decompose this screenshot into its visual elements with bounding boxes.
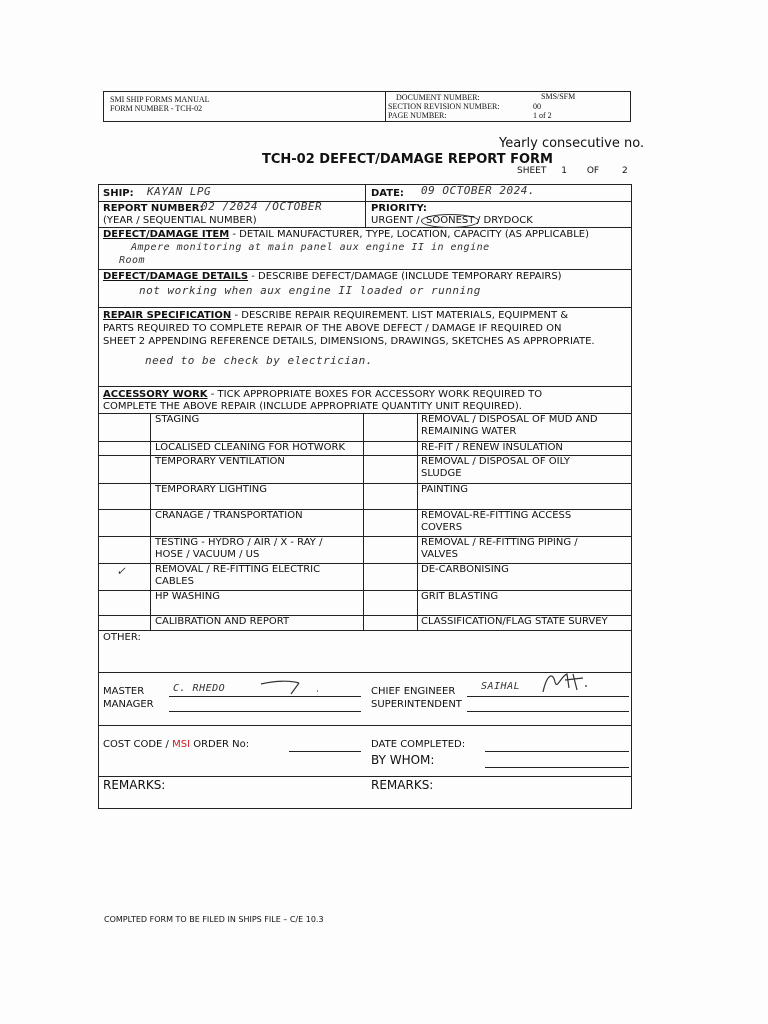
cost-code-line	[289, 751, 361, 752]
repair-spec-heading: REPAIR SPECIFICATION - DESCRIBE REPAIR REQUIREMENT. LIST MATERIALS, EQUIPMENT &	[103, 310, 569, 321]
accessory-item-label: HP WASHING	[155, 591, 220, 602]
accessory-item-label: TEMPORARY LIGHTING	[155, 484, 268, 495]
priority-soonest: SOONEST	[421, 214, 479, 228]
accessory-item-label: TESTING - HYDRO / AIR / X - RAY /	[155, 537, 323, 548]
header-divider	[385, 92, 386, 121]
master-label: MASTER	[103, 686, 145, 697]
accessory-heading: ACCESSORY WORK - TICK APPROPRIATE BOXES FOR ACCESSORY WORK REQUIRED TO	[103, 389, 543, 400]
accessory-checkbox-right[interactable]	[369, 442, 413, 452]
chief-engineer-label: CHIEF ENGINEER	[371, 686, 456, 697]
accessory-checkbox-right[interactable]	[369, 456, 413, 466]
accessory-item-label: PAINTING	[421, 484, 468, 495]
yearly-consecutive-label: Yearly consecutive no.	[499, 136, 645, 151]
report-date: 09 OCTOBER 2024.	[421, 184, 535, 197]
sheet-number: 1	[561, 166, 567, 176]
doc-number: SMS/SFM	[541, 92, 576, 101]
defect-details-heading: DEFECT/DAMAGE DETAILS - DESCRIBE DEFECT/DAMAGE (INCLUDE TEMPORARY REPAIRS)	[103, 271, 562, 282]
accessory-item-label-cont: VALVES	[421, 549, 459, 560]
accessory-item-label: REMOVAL / RE-FITTING ELECTRIC	[155, 564, 321, 575]
defect-details-value: not working when aux engine II loaded or running	[139, 284, 481, 297]
sheet-total: 2	[621, 166, 628, 176]
form-number: FORM NUMBER - TCH-02	[110, 104, 203, 113]
sheet-indicator	[517, 166, 628, 176]
accessory-item-label: DE-CARBONISING	[421, 564, 509, 575]
accessory-item-label-cont: HOSE / VACUUM / US	[155, 549, 260, 560]
footer-note: COMPLTED FORM TO BE FILED IN SHIPS FILE – C/E 10.3	[104, 915, 324, 924]
accessory-item-label: STAGING	[155, 414, 200, 425]
manager-label: MANAGER	[103, 699, 154, 710]
accessory-checkbox[interactable]: ✓	[117, 564, 126, 579]
report-number-label: REPORT NUMBER:	[103, 203, 204, 214]
priority-urgent: URGENT /	[371, 215, 420, 226]
accessory-item-label: CALIBRATION AND REPORT	[155, 616, 290, 627]
remarks-right-label: REMARKS:	[371, 778, 434, 792]
accessory-item-label: REMOVAL / DISPOSAL OF OILY	[421, 456, 570, 467]
form-title: TCH-02 DEFECT/DAMAGE REPORT FORM	[262, 152, 553, 167]
accessory-item-label: CRANAGE / TRANSPORTATION	[155, 510, 303, 521]
accessory-item-label: REMOVAL / DISPOSAL OF MUD AND	[421, 414, 598, 425]
priority-label: PRIORITY:	[371, 203, 427, 214]
chief-engineer-signature	[539, 670, 609, 696]
defect-item-heading: DEFECT/DAMAGE ITEM - DETAIL MANUFACTURER, TYPE, LOCATION, CAPACITY (AS APPLICABLE)	[103, 229, 589, 240]
accessory-item-label-cont: CABLES	[155, 576, 194, 587]
superintendent-label: SUPERINTENDENT	[371, 699, 462, 710]
form-header-box	[103, 91, 631, 122]
by-whom-line	[485, 767, 629, 768]
accessory-checkbox-right[interactable]	[369, 564, 413, 574]
manual-title: SMI SHIP FORMS MANUAL	[110, 95, 210, 104]
superintendent-signature-line	[467, 711, 629, 712]
chief-engineer-signature-line	[467, 696, 629, 697]
accessory-checkbox-right[interactable]	[369, 484, 413, 494]
defect-item-value-line2: Room	[119, 255, 146, 266]
accessory-item-label-cont: COVERS	[421, 522, 463, 533]
repair-spec-line2: PARTS REQUIRED TO COMPLETE REPAIR OF THE ABOVE DEFECT / DAMAGE IF REQUIRED ON	[103, 323, 562, 334]
manager-signature-line	[169, 711, 361, 712]
master-signature-line	[169, 696, 361, 697]
by-whom-label: BY WHOM:	[371, 753, 435, 767]
remarks-left-label: REMARKS:	[103, 778, 166, 792]
accessory-checkbox-right[interactable]	[369, 510, 413, 520]
page-number: 1 of 2	[533, 111, 552, 120]
accessory-item-label: RE-FIT / RENEW INSULATION	[421, 442, 563, 453]
defect-item-value-line1: Ampere monitoring at main panel aux engine II in engine	[131, 242, 490, 253]
accessory-item-label: REMOVAL / RE-FITTING PIPING /	[421, 537, 578, 548]
date-completed-line	[485, 751, 629, 752]
page-number-label: PAGE NUMBER:	[388, 111, 447, 120]
repair-spec-value: need to be check by electrician.	[145, 354, 373, 367]
accessory-item-label: GRIT BLASTING	[421, 591, 499, 602]
accessory-checkbox-right[interactable]	[369, 414, 413, 424]
repair-spec-line3: SHEET 2 APPENDING REFERENCE DETAILS, DIMENSIONS, DRAWINGS, SKETCHES AS APPROPRIATE.	[103, 336, 595, 347]
accessory-item-label: LOCALISED CLEANING FOR HOTWORK	[155, 442, 346, 453]
accessory-item-label: CLASSIFICATION/FLAG STATE SURVEY	[421, 616, 608, 627]
ship-name: KAYAN LPG	[147, 185, 212, 198]
ship-label: SHIP:	[103, 188, 134, 199]
accessory-checkbox-right[interactable]	[369, 616, 413, 626]
report-number: 02 /2024 /OCTOBER	[201, 200, 323, 213]
other-label: OTHER:	[103, 632, 141, 643]
accessory-checkbox-right[interactable]	[369, 537, 413, 547]
doc-number-label: DOCUMENT NUMBER:	[396, 93, 480, 102]
accessory-checkbox-right[interactable]	[369, 591, 413, 601]
revision-label: SECTION REVISION NUMBER:	[388, 102, 500, 111]
chief-engineer-name: SAIHAL	[481, 681, 521, 692]
master-signature	[259, 678, 325, 696]
date-label: DATE:	[371, 188, 404, 199]
sheet-of: OF	[586, 166, 600, 176]
accessory-line2: COMPLETE THE ABOVE REPAIR (INCLUDE APPROPRIATE QUANTITY UNIT REQUIRED).	[103, 401, 522, 412]
accessory-item-label-cont: SLUDGE	[421, 468, 462, 479]
priority-drydock: / DRYDOCK	[477, 215, 533, 226]
defect-report-form	[98, 184, 632, 809]
accessory-item-label: TEMPORARY VENTILATION	[155, 456, 285, 467]
revision-number: 00	[533, 102, 541, 111]
report-number-hint: (YEAR / SEQUENTIAL NUMBER)	[103, 215, 257, 226]
master-name: C. RHEDO	[173, 683, 226, 694]
date-completed-label: DATE COMPLETED:	[371, 739, 466, 750]
cost-code-label: COST CODE / MSI ORDER No:	[103, 739, 250, 750]
accessory-item-label-cont: REMAINING WATER	[421, 426, 517, 437]
sheet-label: SHEET	[517, 166, 547, 176]
accessory-item-label: REMOVAL-RE-FITTING ACCESS	[421, 510, 572, 521]
